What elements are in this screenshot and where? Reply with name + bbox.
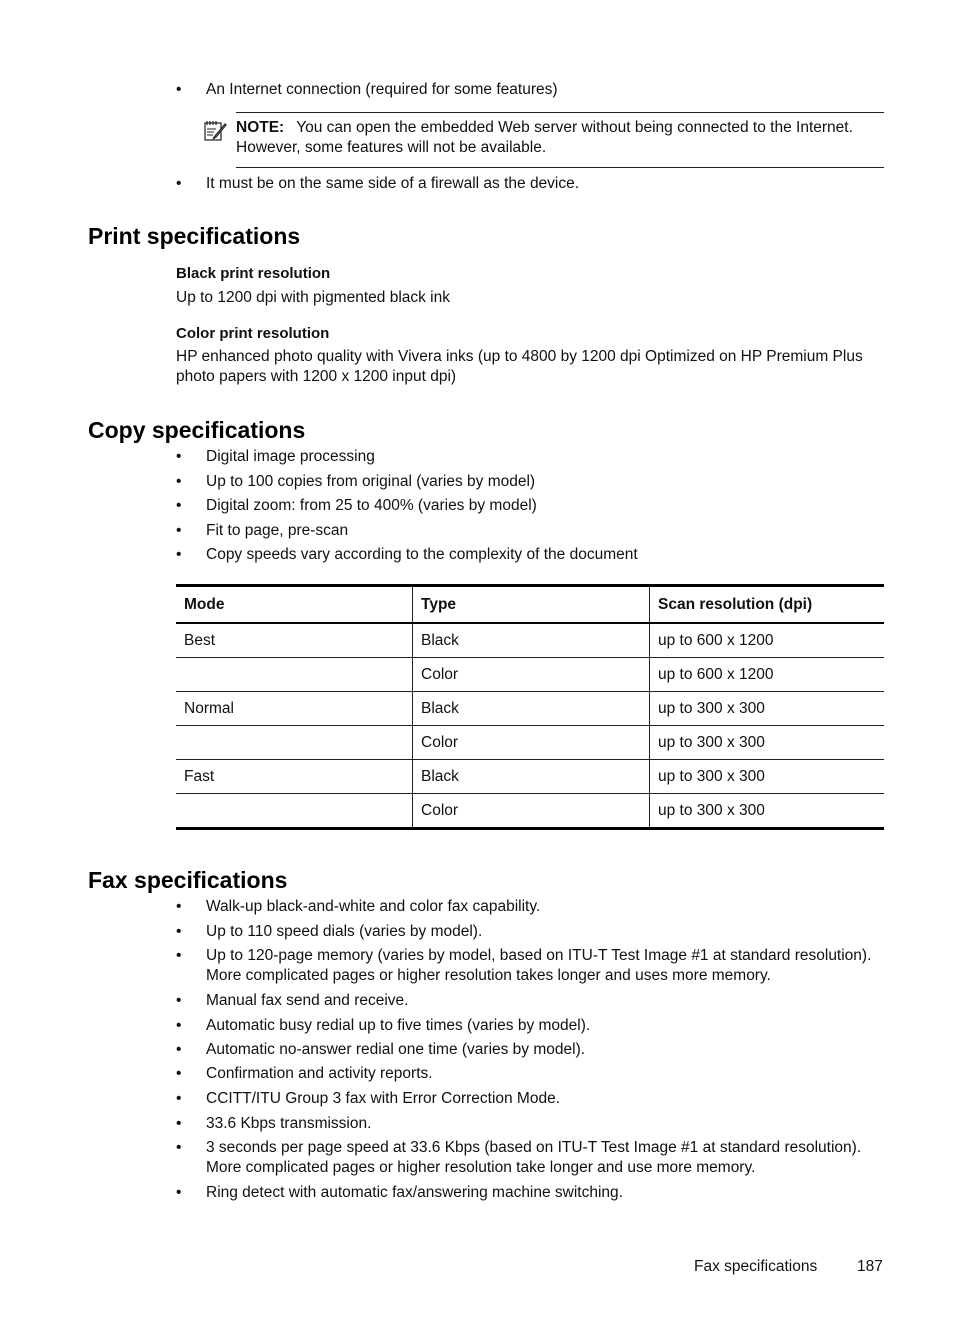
bullet: • bbox=[176, 1139, 182, 1156]
table-row bbox=[176, 794, 884, 829]
list-item-text: Walk-up black-and-white and color fax capability. bbox=[206, 898, 541, 915]
cell-type: Black bbox=[413, 760, 650, 794]
list-item bbox=[176, 80, 888, 100]
bullet: • bbox=[176, 497, 182, 514]
list-item-text: Up to 120-page memory (varies by model, based on ITU-T Test Image #1 at standard resolution). More complicated pages or higher resolution takes longer and uses more memory. bbox=[206, 947, 872, 984]
cell-resolution: up to 600 x 1200 bbox=[650, 658, 885, 692]
bullet: • bbox=[176, 1090, 182, 1107]
list-item bbox=[176, 521, 888, 541]
table-row bbox=[176, 623, 884, 658]
cell-resolution: up to 300 x 300 bbox=[650, 794, 885, 829]
list-item bbox=[176, 472, 888, 492]
cell-mode bbox=[176, 658, 413, 692]
list-item-text: 33.6 Kbps transmission. bbox=[206, 1115, 372, 1132]
table-row bbox=[176, 692, 884, 726]
bullet: • bbox=[176, 522, 182, 539]
list-item-text: Confirmation and activity reports. bbox=[206, 1065, 433, 1082]
list-item-text: Digital zoom: from 25 to 400% (varies by model) bbox=[206, 497, 537, 514]
cell-type: Black bbox=[413, 623, 650, 658]
copy-resolution-table bbox=[176, 584, 884, 830]
list-item bbox=[176, 897, 888, 917]
list-item-text: Manual fax send and receive. bbox=[206, 992, 409, 1009]
cell-mode: Best bbox=[176, 623, 413, 658]
cell-mode bbox=[176, 794, 413, 829]
list-item-text: It must be on the same side of a firewall as the device. bbox=[206, 175, 580, 192]
list-item bbox=[176, 991, 888, 1011]
list-item bbox=[176, 496, 888, 516]
cell-resolution: up to 300 x 300 bbox=[650, 692, 885, 726]
list-item-text: Digital image processing bbox=[206, 448, 375, 465]
color-resolution-label: Color print resolution bbox=[176, 325, 330, 342]
table-header-row bbox=[176, 586, 884, 624]
list-item-text: CCITT/ITU Group 3 fax with Error Correction Mode. bbox=[206, 1090, 561, 1107]
list-item-text: Copy speeds vary according to the complexity of the document bbox=[206, 546, 638, 563]
bullet: • bbox=[176, 992, 182, 1009]
table-row bbox=[176, 726, 884, 760]
bullet: • bbox=[176, 898, 182, 915]
page-number: 187 bbox=[857, 1258, 883, 1275]
bullet: • bbox=[176, 1115, 182, 1132]
footer-section-title: Fax specifications bbox=[694, 1258, 818, 1275]
bullet: • bbox=[176, 1017, 182, 1034]
list-item bbox=[176, 1064, 888, 1084]
cell-type: Black bbox=[413, 692, 650, 726]
print-specs-heading: Print specifications bbox=[88, 223, 301, 249]
cell-type: Color bbox=[413, 794, 650, 829]
list-item-text: Up to 110 speed dials (varies by model). bbox=[206, 923, 483, 940]
list-item bbox=[176, 1138, 888, 1178]
list-item-text: Automatic no-answer redial one time (varies by model). bbox=[206, 1041, 586, 1058]
list-item bbox=[176, 946, 888, 986]
cell-mode: Normal bbox=[176, 692, 413, 726]
note-body: You can open the embedded Web server without being connected to the Internet. However, some features will not be available. bbox=[236, 119, 853, 156]
column-header-mode: Mode bbox=[176, 586, 413, 624]
note-pencil-icon bbox=[204, 120, 228, 142]
bullet: • bbox=[176, 175, 182, 192]
list-item bbox=[176, 174, 888, 194]
list-item-text: Up to 100 copies from original (varies by model) bbox=[206, 473, 536, 490]
bullet: • bbox=[176, 947, 182, 964]
note-label: NOTE: bbox=[236, 119, 285, 136]
list-item-text: Ring detect with automatic fax/answering machine switching. bbox=[206, 1184, 623, 1201]
fax-specs-heading: Fax specifications bbox=[88, 867, 288, 893]
cell-mode bbox=[176, 726, 413, 760]
bullet: • bbox=[176, 448, 182, 465]
list-item-text: 3 seconds per page speed at 33.6 Kbps (based on ITU-T Test Image #1 at standard resolution). More complicated pages or higher resolution take longer and use more memory. bbox=[206, 1139, 862, 1176]
list-item bbox=[176, 922, 888, 942]
bullet: • bbox=[176, 473, 182, 490]
list-item bbox=[176, 1089, 888, 1109]
cell-type: Color bbox=[413, 726, 650, 760]
bullet: • bbox=[176, 923, 182, 940]
note-text bbox=[236, 118, 876, 158]
list-item bbox=[176, 447, 888, 467]
table-row bbox=[176, 658, 884, 692]
list-item bbox=[176, 1040, 888, 1060]
bullet: • bbox=[176, 1184, 182, 1201]
list-item-text: An Internet connection (required for some features) bbox=[206, 81, 558, 98]
cell-resolution: up to 300 x 300 bbox=[650, 726, 885, 760]
list-item bbox=[176, 545, 888, 565]
cell-mode: Fast bbox=[176, 760, 413, 794]
cell-resolution: up to 600 x 1200 bbox=[650, 623, 885, 658]
black-resolution-label: Black print resolution bbox=[176, 265, 331, 282]
copy-specs-heading: Copy specifications bbox=[88, 417, 306, 443]
bullet: • bbox=[176, 1065, 182, 1082]
bullet: • bbox=[176, 546, 182, 563]
cell-resolution: up to 300 x 300 bbox=[650, 760, 885, 794]
column-header-type: Type bbox=[413, 586, 650, 624]
color-resolution-text: HP enhanced photo quality with Vivera inks (up to 4800 by 1200 dpi Optimized on HP Premium Plus photo papers with 1200 x 1200 input dpi) bbox=[176, 348, 863, 385]
list-item-text: Fit to page, pre-scan bbox=[206, 522, 349, 539]
bullet: • bbox=[176, 81, 182, 98]
list-item bbox=[176, 1114, 888, 1134]
black-resolution-text: Up to 1200 dpi with pigmented black ink bbox=[176, 289, 450, 306]
list-item-text: Automatic busy redial up to five times (varies by model). bbox=[206, 1017, 591, 1034]
list-item bbox=[176, 1016, 888, 1036]
cell-type: Color bbox=[413, 658, 650, 692]
list-item bbox=[176, 1183, 888, 1203]
table-row bbox=[176, 760, 884, 794]
bullet: • bbox=[176, 1041, 182, 1058]
column-header-resolution: Scan resolution (dpi) bbox=[650, 586, 885, 624]
